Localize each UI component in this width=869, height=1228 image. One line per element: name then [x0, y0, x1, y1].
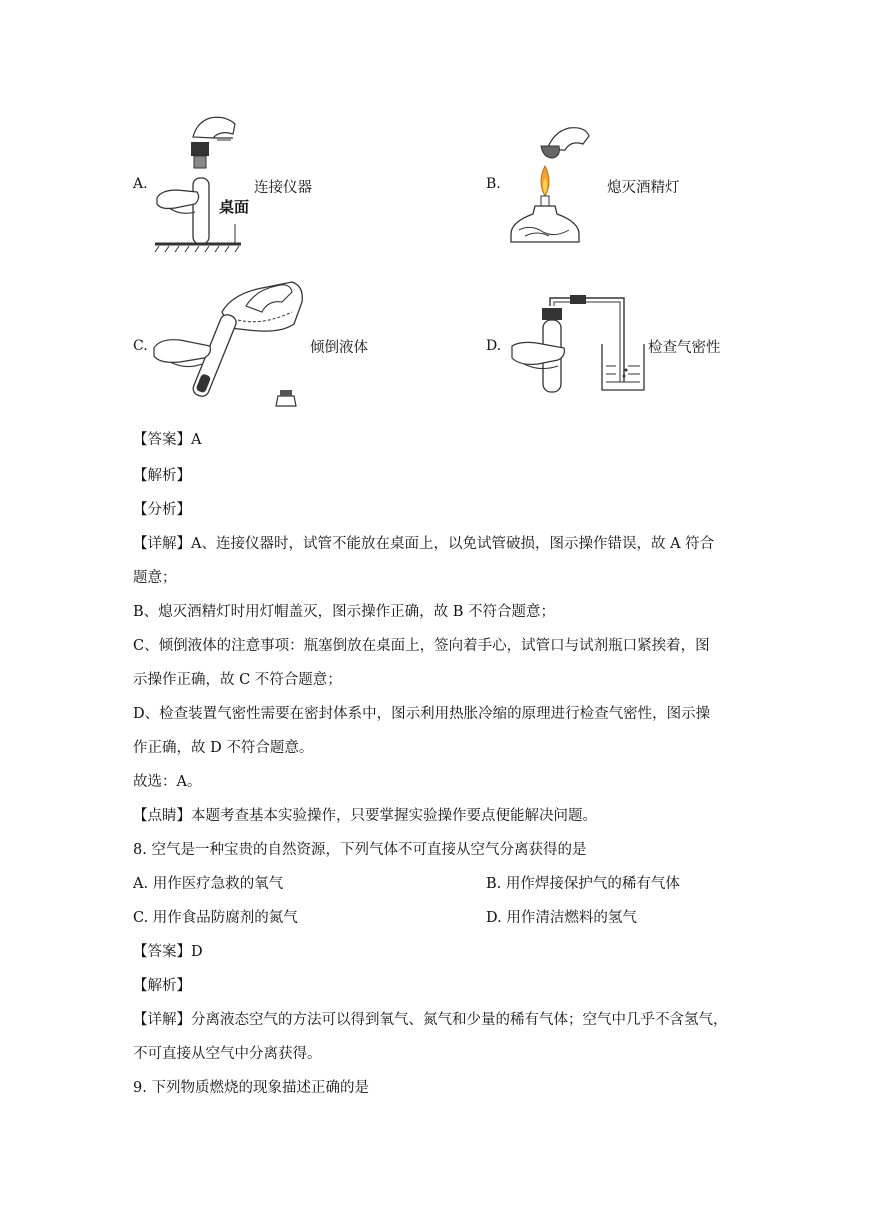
q7-choose: 故选：A。 — [133, 774, 202, 790]
q8-detail-2: 不可直接从空气中分离获得。 — [133, 1046, 322, 1062]
airtightness-check-icon — [512, 290, 652, 398]
option-a-caption: 连接仪器 — [254, 180, 312, 196]
q7-c-line-2: 示操作正确，故 C 不符合题意； — [133, 672, 342, 688]
q8-option-d: D. 用作清洁燃料的氢气 — [486, 910, 637, 926]
option-c-letter: C. — [133, 338, 148, 354]
q7-c-line-1: C、倾倒液体的注意事项：瓶塞倒放在桌面上，签向着手心，试管口与试剂瓶口紧挨着，图 — [133, 638, 710, 654]
q7-b-line: B、熄灭酒精灯时用灯帽盖灭，图示操作正确，故 B 不符合题意； — [133, 604, 556, 620]
q8-detail-1: 【详解】分离液态空气的方法可以得到氧气、氮气和少量的稀有气体；空气中几乎不含氢气， — [133, 1012, 728, 1028]
option-d-letter: D. — [486, 338, 502, 354]
q8-option-b: B. 用作焊接保护气的稀有气体 — [486, 876, 680, 892]
q8-answer: 【答案】D — [133, 944, 203, 960]
q7-dianjing: 【点睛】本题考查基本实验操作，只要掌握实验操作要点便能解决问题。 — [133, 808, 597, 824]
q9-question: 9. 下列物质燃烧的现象描述正确的是 — [133, 1080, 369, 1096]
q7-detail-1: 【详解】A、连接仪器时，试管不能放在桌面上，以免试管破损，图示操作错误，故 A 符合 — [133, 536, 715, 552]
option-b-caption: 熄灭酒精灯 — [607, 180, 680, 196]
option-b-letter: B. — [486, 176, 501, 192]
q7-detail-2: 题意； — [133, 570, 177, 586]
pouring-liquid-icon — [152, 272, 312, 412]
table-label: 桌面 — [219, 198, 250, 216]
q7-d-line-1: D、检查装置气密性需要在密封体系中，图示利用热胀冷缩的原理进行检查气密性，图示操 — [133, 706, 711, 722]
q8-option-c: C. 用作食品防腐剂的氮气 — [133, 910, 298, 926]
q8-analysis-title: 【解析】 — [133, 978, 191, 994]
q7-fenxi: 【分析】 — [133, 502, 191, 518]
option-d-caption: 检查气密性 — [648, 340, 721, 356]
q8-question: 8. 空气是一种宝贵的自然资源，下列气体不可直接从空气分离获得的是 — [133, 842, 587, 858]
q7-analysis-title: 【解析】 — [133, 468, 191, 484]
q7-answer: 【答案】A — [133, 432, 202, 448]
test-tube-on-table-icon — [155, 112, 255, 257]
q7-d-line-2: 作正确，故 D 不符合题意。 — [133, 740, 314, 756]
option-c-caption: 倾倒液体 — [310, 340, 368, 356]
q8-option-a: A. 用作医疗急救的氧气 — [133, 876, 284, 892]
option-a-letter: A. — [133, 176, 148, 192]
alcohol-lamp-cap-icon — [513, 122, 603, 250]
